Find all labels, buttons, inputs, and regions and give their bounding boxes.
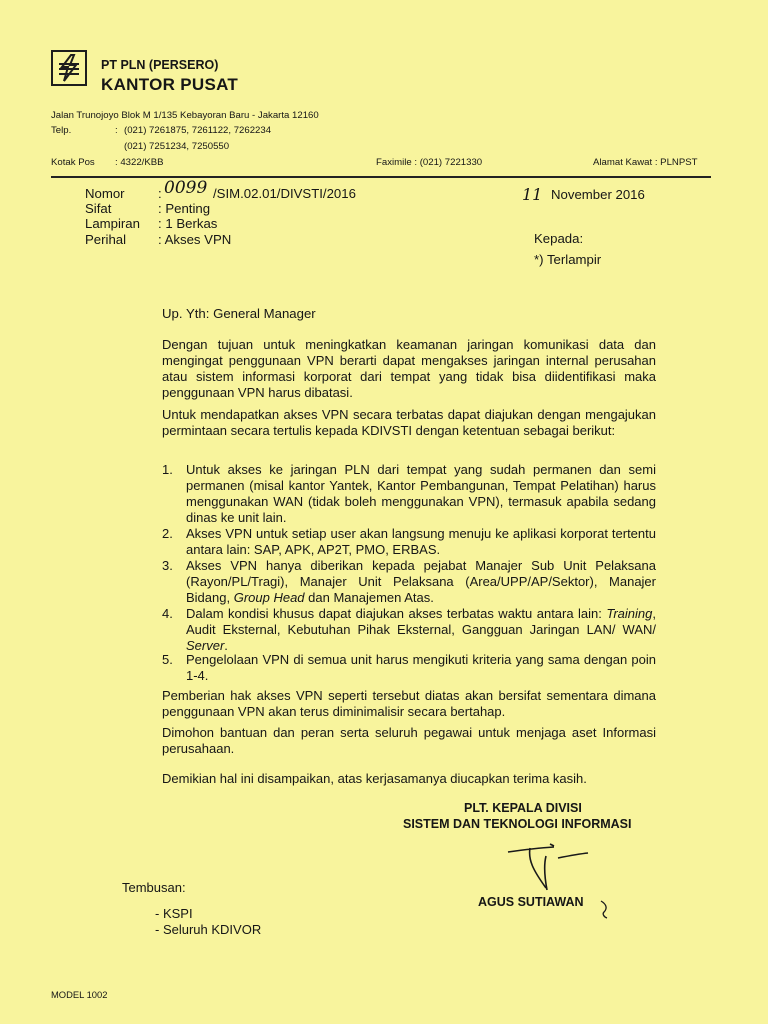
signatory-title-2: SISTEM DAN TEKNOLOGI INFORMASI bbox=[403, 817, 632, 831]
handwritten-signature bbox=[500, 838, 600, 898]
signatory-name: AGUS SUTIAWAN bbox=[478, 895, 584, 909]
alamat-kawat: Alamat Kawat : PLNPST bbox=[593, 157, 698, 168]
tembusan-item: - Seluruh KDIVOR bbox=[155, 922, 262, 937]
list-text: Akses VPN hanya diberikan kepada pejabat Manajer Sub Unit Pelaksana (Rayon/PL/Tragi), Manajer Unit Pelaksana (Area/UPP/AP/Sektor), Manajer Bidang, Group Head dan Manajemen Atas. bbox=[186, 558, 656, 605]
paragraph-2: Untuk mendapatkan akses VPN secara terbatas dapat diajukan dengan mengajukan permintaan secara tertulis kepada KDIVSTI dengan ketentuan sebagai berikut: bbox=[162, 407, 656, 438]
list-item bbox=[162, 462, 656, 526]
signatory-title-1: PLT. KEPALA DIVISI bbox=[464, 801, 582, 815]
office-name: KANTOR PUSAT bbox=[101, 75, 239, 94]
address: Jalan Trunojoyo Blok M 1/135 Kebayoran Baru - Jakarta 12160 bbox=[51, 110, 319, 121]
paragraph-1: Dengan tujuan untuk meningkatkan keamanan jaringan komunikasi data dan mengingat penggunaan VPN berarti dapat mengakses jaringan internal perusahan atau sistem informasi korporat dari tempat yang tidak bisa diidentifikasi maka penggunaan VPN harus dibatasi. bbox=[162, 337, 656, 400]
list-number: 1. bbox=[162, 462, 173, 477]
model-number: MODEL 1002 bbox=[51, 989, 108, 1000]
nomor-label: Nomor bbox=[85, 186, 125, 201]
lampiran-label: Lampiran bbox=[85, 216, 140, 231]
nomor-handwritten: 0099 bbox=[164, 178, 208, 198]
salutation: Up. Yth: General Manager bbox=[162, 306, 316, 321]
paragraph-5: Demikian hal ini disampaikan, atas kerjasamanya diucapkan terima kasih. bbox=[162, 771, 587, 786]
date-day-handwritten: 11 bbox=[522, 185, 543, 204]
perihal-value: : Akses VPN bbox=[158, 232, 232, 247]
list-item bbox=[162, 652, 656, 684]
kotak-pos-label: Kotak Pos bbox=[51, 157, 95, 168]
lightning-logo-icon bbox=[53, 52, 85, 84]
paraf-mark bbox=[598, 898, 612, 920]
list-item bbox=[162, 558, 656, 606]
telp-line2: (021) 7251234, 7250550 bbox=[124, 141, 230, 152]
list-number: 4. bbox=[162, 606, 173, 621]
nomor-colon: : bbox=[158, 186, 162, 201]
list-text: Dalam kondisi khusus dapat diajukan akses terbatas waktu antara lain: Training, Audit Eksternal, Kebutuhan Pihak Eksternal, Gangguan Jaringan LAN/ WAN/ Server. bbox=[186, 606, 656, 653]
telp-sep: : bbox=[115, 125, 118, 136]
pln-logo bbox=[51, 50, 87, 86]
header-divider bbox=[51, 176, 711, 178]
paragraph-4: Dimohon bantuan dan peran serta seluruh pegawai untuk menjaga aset Informasi perusahaan. bbox=[162, 725, 656, 756]
kotak-pos-value: : 4322/KBB bbox=[115, 157, 164, 168]
paragraph-3: Pemberian hak akses VPN seperti tersebut diatas akan bersifat sementara dimana penggunaan VPN akan terus diminimalisir secara bertahap. bbox=[162, 688, 656, 719]
perihal-label: Perihal bbox=[85, 232, 127, 247]
telp-line1: (021) 7261875, 7261122, 7262234 bbox=[124, 125, 272, 136]
faximile: Faximile : (021) 7221330 bbox=[376, 157, 483, 168]
lampiran-value: : 1 Berkas bbox=[158, 216, 218, 231]
sifat-value: : Penting bbox=[158, 201, 211, 216]
terlampir: *) Terlampir bbox=[534, 252, 602, 267]
list-number: 5. bbox=[162, 652, 173, 667]
sifat-label: Sifat bbox=[85, 201, 112, 216]
tembusan-label: Tembusan: bbox=[122, 880, 186, 895]
list-text: Akses VPN untuk setiap user akan langsung menuju ke aplikasi korporat tertentu antara lain: SAP, APK, AP2T, PMO, ERBAS. bbox=[186, 526, 656, 557]
kepada: Kepada: bbox=[534, 231, 584, 246]
list-number: 3. bbox=[162, 558, 173, 573]
nomor-value: /SIM.02.01/DIVSTI/2016 bbox=[213, 186, 356, 201]
date-month-year: November 2016 bbox=[551, 187, 645, 202]
list-text: Pengelolaan VPN di semua unit harus mengikuti kriteria yang sama dengan poin 1-4. bbox=[186, 652, 656, 683]
list-number: 2. bbox=[162, 526, 173, 541]
tembusan-item: - KSPI bbox=[155, 906, 193, 921]
list-item bbox=[162, 526, 656, 558]
company-name: PT PLN (PERSERO) bbox=[101, 58, 219, 72]
list-text: Untuk akses ke jaringan PLN dari tempat yang sudah permanen dan semi permanen (misal kantor Yantek, Kantor Pembangunan, Tempat Pelatihan) harus menggunakan WAN (tidak boleh menggunakan VPN), termasuk apabila sedang dinas ke unit lain. bbox=[186, 462, 656, 525]
list-item bbox=[162, 606, 656, 654]
telp-label: Telp. bbox=[51, 125, 72, 136]
